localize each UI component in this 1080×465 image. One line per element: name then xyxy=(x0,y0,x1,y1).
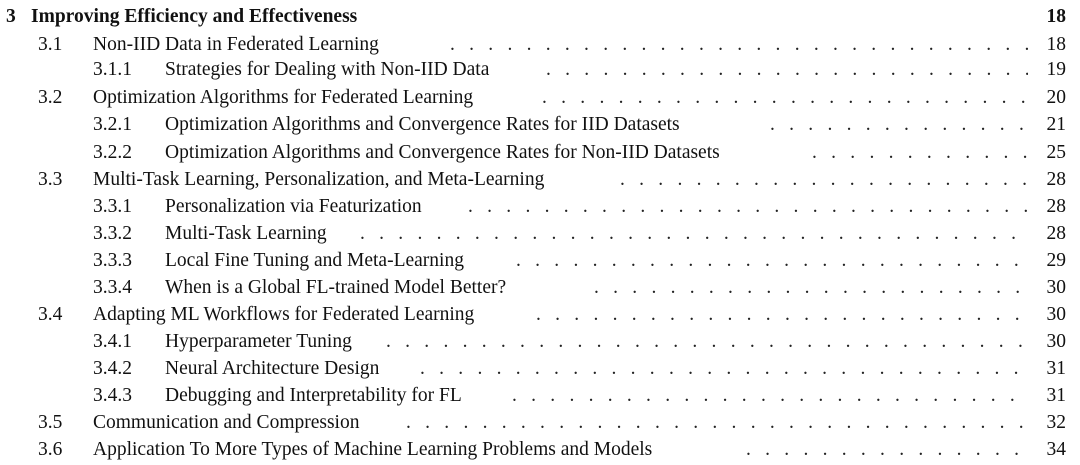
toc-title: Application To More Types of Machine Learning Problems and Models xyxy=(93,439,653,460)
toc-title: Optimization Algorithms and Convergence Rates for IID Datasets xyxy=(165,114,680,135)
toc-entry-3-3-2[interactable] xyxy=(0,221,1080,247)
dot-leader xyxy=(406,410,1028,436)
toc-number: 3.4 xyxy=(38,304,63,325)
dot-leader xyxy=(546,57,1028,83)
toc-entry-3-4-3[interactable] xyxy=(0,383,1080,409)
dot-leader xyxy=(450,32,1028,58)
toc-page: 30 xyxy=(1046,304,1066,325)
dot-leader xyxy=(512,383,1028,409)
toc-number: 3.2.2 xyxy=(93,142,132,163)
toc-title: Hyperparameter Tuning xyxy=(165,331,352,352)
toc-page: 31 xyxy=(1046,385,1066,406)
dot-leader xyxy=(536,302,1028,328)
toc-entry-3-3-3[interactable] xyxy=(0,248,1080,274)
toc-title: When is a Global FL-trained Model Better? xyxy=(165,277,507,298)
toc-page: 32 xyxy=(1046,412,1066,433)
toc-title: Neural Architecture Design xyxy=(165,358,380,379)
toc-entry-3-5[interactable] xyxy=(0,410,1080,436)
toc-page: 31 xyxy=(1046,358,1066,379)
toc-page: 30 xyxy=(1046,277,1066,298)
toc-entry-3-4[interactable] xyxy=(0,302,1080,328)
toc-page: 28 xyxy=(1046,223,1066,244)
toc-number: 3.2.1 xyxy=(93,114,132,135)
toc-entry-3-2[interactable] xyxy=(0,85,1080,111)
toc-title: Local Fine Tuning and Meta-Learning xyxy=(165,250,464,271)
dot-leader xyxy=(516,248,1028,274)
toc-entry-3-3[interactable] xyxy=(0,167,1080,193)
toc-title: Personalization via Featurization xyxy=(165,196,422,217)
toc-title: Multi-Task Learning, Personalization, and Meta-Learning xyxy=(93,169,545,190)
dot-leader xyxy=(594,275,1028,301)
toc-title: Improving Efficiency and Effectiveness xyxy=(31,6,358,27)
toc-number: 3.4.3 xyxy=(93,385,132,406)
toc-entry-3-1[interactable] xyxy=(0,32,1080,58)
toc-entry-3-2-1[interactable] xyxy=(0,112,1080,138)
toc-page: 34 xyxy=(1046,439,1066,460)
toc-number: 3 xyxy=(6,6,16,27)
dot-leader xyxy=(620,167,1028,193)
toc-title: Debugging and Interpretability for FL xyxy=(165,385,462,406)
toc-page: 29 xyxy=(1046,250,1066,271)
toc-chapter-3[interactable] xyxy=(0,4,1080,30)
toc-page: 20 xyxy=(1046,87,1066,108)
toc-number: 3.3 xyxy=(38,169,63,190)
toc-page: 21 xyxy=(1046,114,1066,135)
toc-entry-3-2-2[interactable] xyxy=(0,140,1080,166)
toc-number: 3.1 xyxy=(38,34,63,55)
toc-number: 3.3.4 xyxy=(93,277,132,298)
toc-title: Multi-Task Learning xyxy=(165,223,327,244)
toc-page: 19 xyxy=(1046,59,1066,80)
dot-leader xyxy=(420,356,1028,382)
dot-leader xyxy=(360,221,1028,247)
toc-title: Strategies for Dealing with Non-IID Data xyxy=(165,59,490,80)
toc-entry-3-1-1[interactable] xyxy=(0,57,1080,83)
toc-page: 25 xyxy=(1046,142,1066,163)
toc-number: 3.6 xyxy=(38,439,63,460)
dot-leader xyxy=(812,140,1028,166)
toc-number: 3.4.1 xyxy=(93,331,132,352)
toc-page: 28 xyxy=(1046,169,1066,190)
toc-page: 30 xyxy=(1046,331,1066,352)
toc-number: 3.2 xyxy=(38,87,63,108)
toc-entry-3-3-4[interactable] xyxy=(0,275,1080,301)
toc-number: 3.3.1 xyxy=(93,196,132,217)
toc-page: 28 xyxy=(1046,196,1066,217)
toc-title: Optimization Algorithms and Convergence Rates for Non-IID Datasets xyxy=(165,142,720,163)
toc-title: Communication and Compression xyxy=(93,412,360,433)
toc-entry-3-4-2[interactable] xyxy=(0,356,1080,382)
toc-number: 3.3.2 xyxy=(93,223,132,244)
toc-title: Adapting ML Workflows for Federated Learning xyxy=(93,304,475,325)
toc-page: 18 xyxy=(1046,6,1066,27)
dot-leader xyxy=(468,194,1028,220)
dot-leader xyxy=(770,112,1028,138)
dot-leader xyxy=(542,85,1028,111)
toc-title: Non-IID Data in Federated Learning xyxy=(93,34,379,55)
toc-number: 3.4.2 xyxy=(93,358,132,379)
toc-number: 3.3.3 xyxy=(93,250,132,271)
toc-entry-3-3-1[interactable] xyxy=(0,194,1080,220)
toc-entry-3-6[interactable] xyxy=(0,437,1080,463)
toc-entry-3-4-1[interactable] xyxy=(0,329,1080,355)
toc-title: Optimization Algorithms for Federated Learning xyxy=(93,87,474,108)
toc-number: 3.1.1 xyxy=(93,59,132,80)
toc-number: 3.5 xyxy=(38,412,63,433)
dot-leader xyxy=(386,329,1028,355)
toc-page: 18 xyxy=(1046,34,1066,55)
dot-leader xyxy=(746,437,1028,463)
